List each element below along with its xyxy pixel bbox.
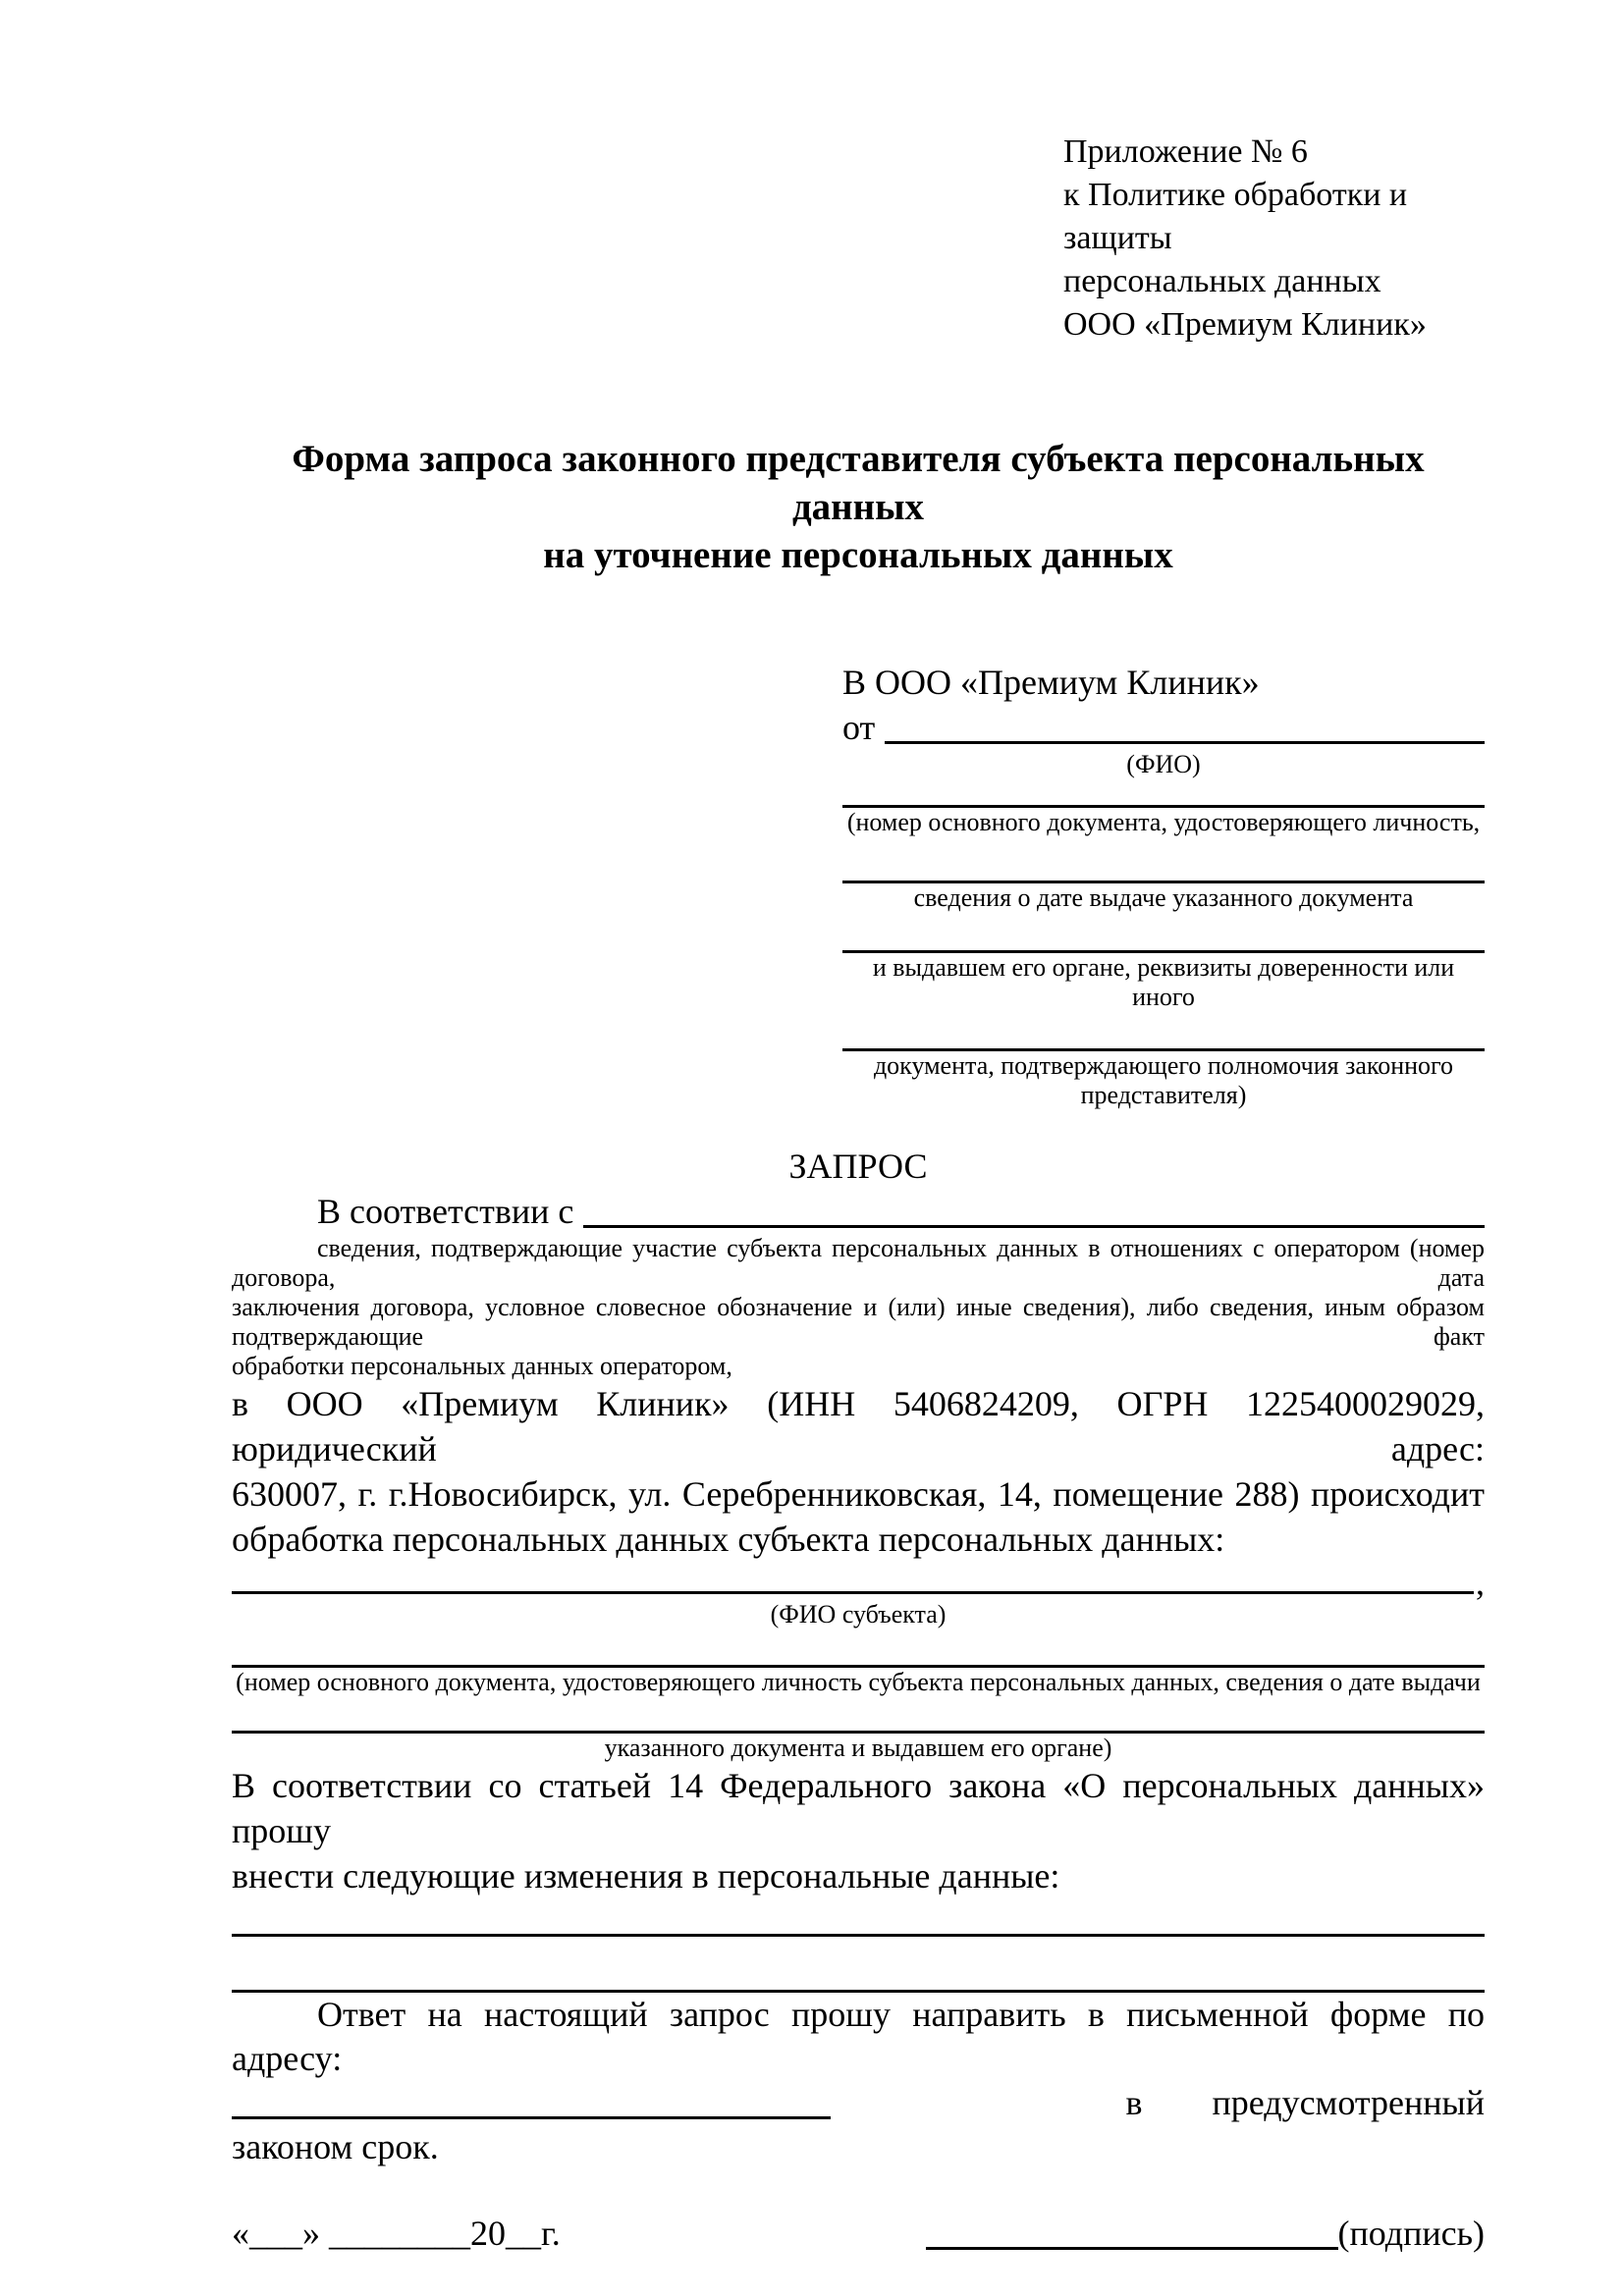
form-title: [232, 435, 1485, 579]
date-field[interactable]: «___» ________20__г.: [232, 2214, 561, 2253]
law-paragraph: [232, 1763, 1485, 1898]
doc-field-caption: и выдавшем его органе, реквизиты доверенности или иного: [872, 953, 1455, 1011]
basis-row: [232, 1189, 1485, 1234]
basis-note-line: сведения, подтверждающие участие субъекта персональных данных в отношениях с оператором (номер договора, дата: [232, 1234, 1485, 1292]
subject-doc-line[interactable]: [232, 1697, 1485, 1734]
reply-paragraph-line: Ответ на настоящий запрос прошу направить в письменной форме по адресу:: [232, 1995, 1485, 2078]
appendix-line: к Политике обработки и защиты: [1063, 177, 1408, 256]
basis-fill-line[interactable]: [583, 1224, 1485, 1228]
law-paragraph-line: внести следующие изменения в персональные данные:: [232, 1856, 1060, 1896]
changes-blank-line[interactable]: [232, 1937, 1485, 1993]
address-fill-line[interactable]: [232, 2116, 831, 2119]
reply-suffix: в предусмотренный: [1125, 2083, 1485, 2122]
signature-group: [926, 2211, 1485, 2256]
operator-paragraph-line: обработка персональных данных субъекта персональных данных:: [232, 1520, 1225, 1559]
doc-field-line[interactable]: [842, 913, 1485, 953]
basis-prefix: В соответствии с: [317, 1192, 574, 1231]
basis-note-line: заключения договора, условное словесное обозначение и (или) иные сведения), либо сведения, иным образом подтверждающие факт: [232, 1293, 1485, 1351]
subject-doc-caption: указанного документа и выдавшем его органе): [604, 1734, 1112, 1762]
reply-paragraph: [232, 1993, 1485, 2169]
doc-field-line[interactable]: [842, 1012, 1485, 1051]
addressee-block: [842, 660, 1485, 1110]
reply-address-row: [232, 2081, 1485, 2125]
request-heading: ЗАПРОС: [788, 1147, 928, 1186]
doc-field-line[interactable]: [842, 837, 1485, 883]
doc-field-caption: документа, подтверждающего полномочия законного представителя): [873, 1051, 1454, 1109]
doc-field-caption: сведения о дате выдаче указанного документа: [913, 883, 1414, 912]
addressee-organization: В ООО «Премиум Клиник»: [842, 663, 1260, 702]
form-title-line: на уточнение персональных данных: [543, 534, 1173, 576]
basis-note-line: обработки персональных данных оператором,: [232, 1352, 732, 1380]
appendix-line: ООО «Премиум Клиник»: [1063, 306, 1427, 343]
signature-caption: (подпись): [1337, 2214, 1485, 2253]
subject-fio-comma: ,: [1476, 1563, 1485, 1602]
appendix-block: [1063, 131, 1485, 347]
from-label: от: [842, 708, 876, 747]
signature-line[interactable]: [926, 2247, 1338, 2250]
subject-fio-line[interactable]: [232, 1562, 1474, 1594]
doc-field-line[interactable]: [842, 779, 1485, 808]
law-paragraph-line: В соответствии со статьей 14 Федерального закона «О персональных данных» прошу: [232, 1766, 1485, 1850]
form-title-line: Форма запроса законного представителя субъекта персональных данных: [292, 438, 1425, 528]
operator-paragraph-line: в ООО «Премиум Клиник» (ИНН 5406824209, ОГРН 1225400029029, юридический адрес:: [232, 1384, 1485, 1468]
subject-fio-caption: (ФИО субъекта): [770, 1600, 947, 1629]
from-row: [842, 705, 1485, 750]
subject-doc-caption: (номер основного документа, удостоверяющего личность субъекта персональных данных, сведения о дате выдачи: [236, 1668, 1481, 1696]
footer-row: [232, 2211, 1485, 2256]
appendix-line: Приложение № 6: [1063, 133, 1308, 170]
fio-fill-line[interactable]: [885, 740, 1485, 744]
appendix-line: персональных данных: [1063, 263, 1381, 299]
reply-paragraph-line: законом срок.: [232, 2127, 439, 2166]
basis-note: [232, 1234, 1485, 1381]
operator-paragraph: [232, 1381, 1485, 1562]
subject-doc-line[interactable]: [232, 1629, 1485, 1668]
fio-caption: (ФИО): [1126, 750, 1201, 778]
doc-field-caption: (номер основного документа, удостоверяющего личность,: [846, 808, 1481, 836]
changes-blank-line[interactable]: [232, 1900, 1485, 1937]
subject-fio-row: [232, 1562, 1485, 1600]
operator-paragraph-line: 630007, г. г.Новосибирск, ул. Серебренниковская, 14, помещение 288) происходит: [232, 1474, 1485, 1514]
